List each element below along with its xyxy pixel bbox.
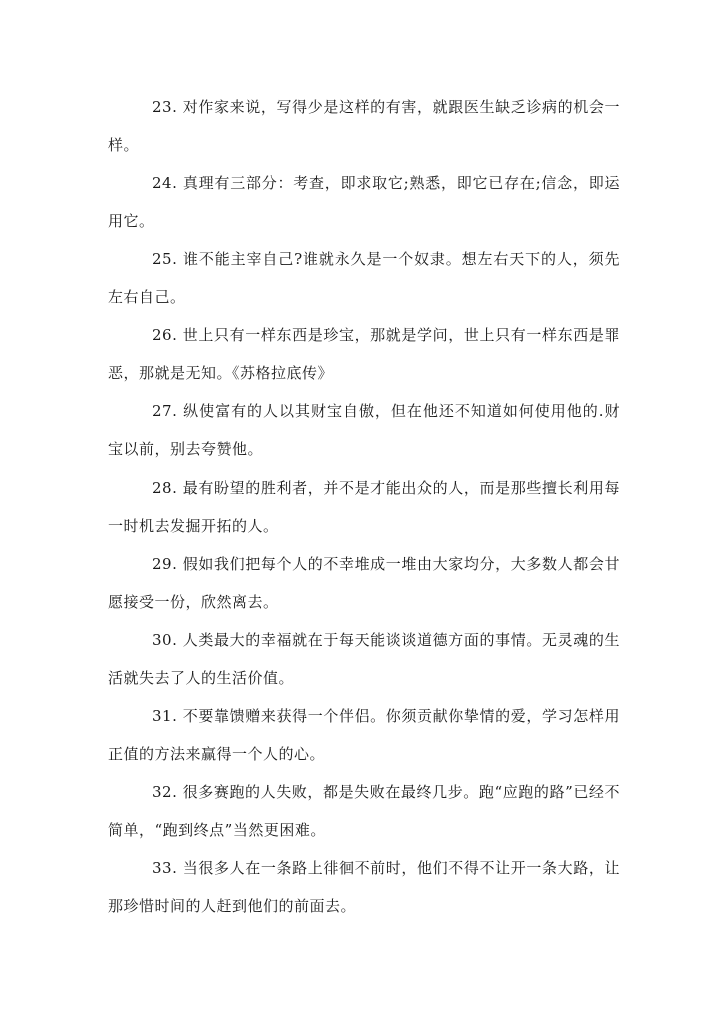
quote-paragraph-24: 24. 真理有三部分：考查，即求取它;熟悉，即它已存在;信念，即运用它。 — [108, 174, 620, 230]
quote-paragraph-23: 23. 对作家来说，写得少是这样的有害，就跟医生缺乏诊病的机会一样。 — [108, 98, 620, 154]
quote-paragraph-31: 31. 不要靠馈赠来获得一个伴侣。你须贡献你挚情的爱，学习怎样用正值的方法来赢得一个人的心。 — [108, 707, 620, 763]
quote-paragraph-27: 27. 纵使富有的人以其财宝自傲，但在他还不知道如何使用他的.财宝以前，别去夸赞他。 — [108, 402, 620, 458]
quote-paragraph-29: 29. 假如我们把每个人的不幸堆成一堆由大家均分，大多数人都会甘愿接受一份，欣然离去。 — [108, 555, 620, 611]
quote-paragraph-30: 30. 人类最大的幸福就在于每天能谈谈道德方面的事情。无灵魂的生活就失去了人的生活价值。 — [108, 631, 620, 687]
quote-paragraph-32: 32. 很多赛跑的人失败，都是失败在最终几步。跑“应跑的路”已经不简单，“跑到终点”当然更困难。 — [108, 783, 620, 839]
quote-paragraph-25: 25. 谁不能主宰自己?谁就永久是一个奴隶。想左右天下的人，须先左右自己。 — [108, 250, 620, 306]
quote-paragraph-28: 28. 最有盼望的胜利者，并不是才能出众的人，而是那些擅长利用每一时机去发掘开拓的人。 — [108, 479, 620, 535]
quote-paragraph-26: 26. 世上只有一样东西是珍宝，那就是学问，世上只有一样东西是罪恶，那就是无知。《苏格拉底传》 — [108, 326, 620, 382]
quote-paragraph-33: 33. 当很多人在一条路上徘徊不前时，他们不得不让开一条大路，让那珍惜时间的人赶到他们的前面去。 — [108, 859, 620, 915]
